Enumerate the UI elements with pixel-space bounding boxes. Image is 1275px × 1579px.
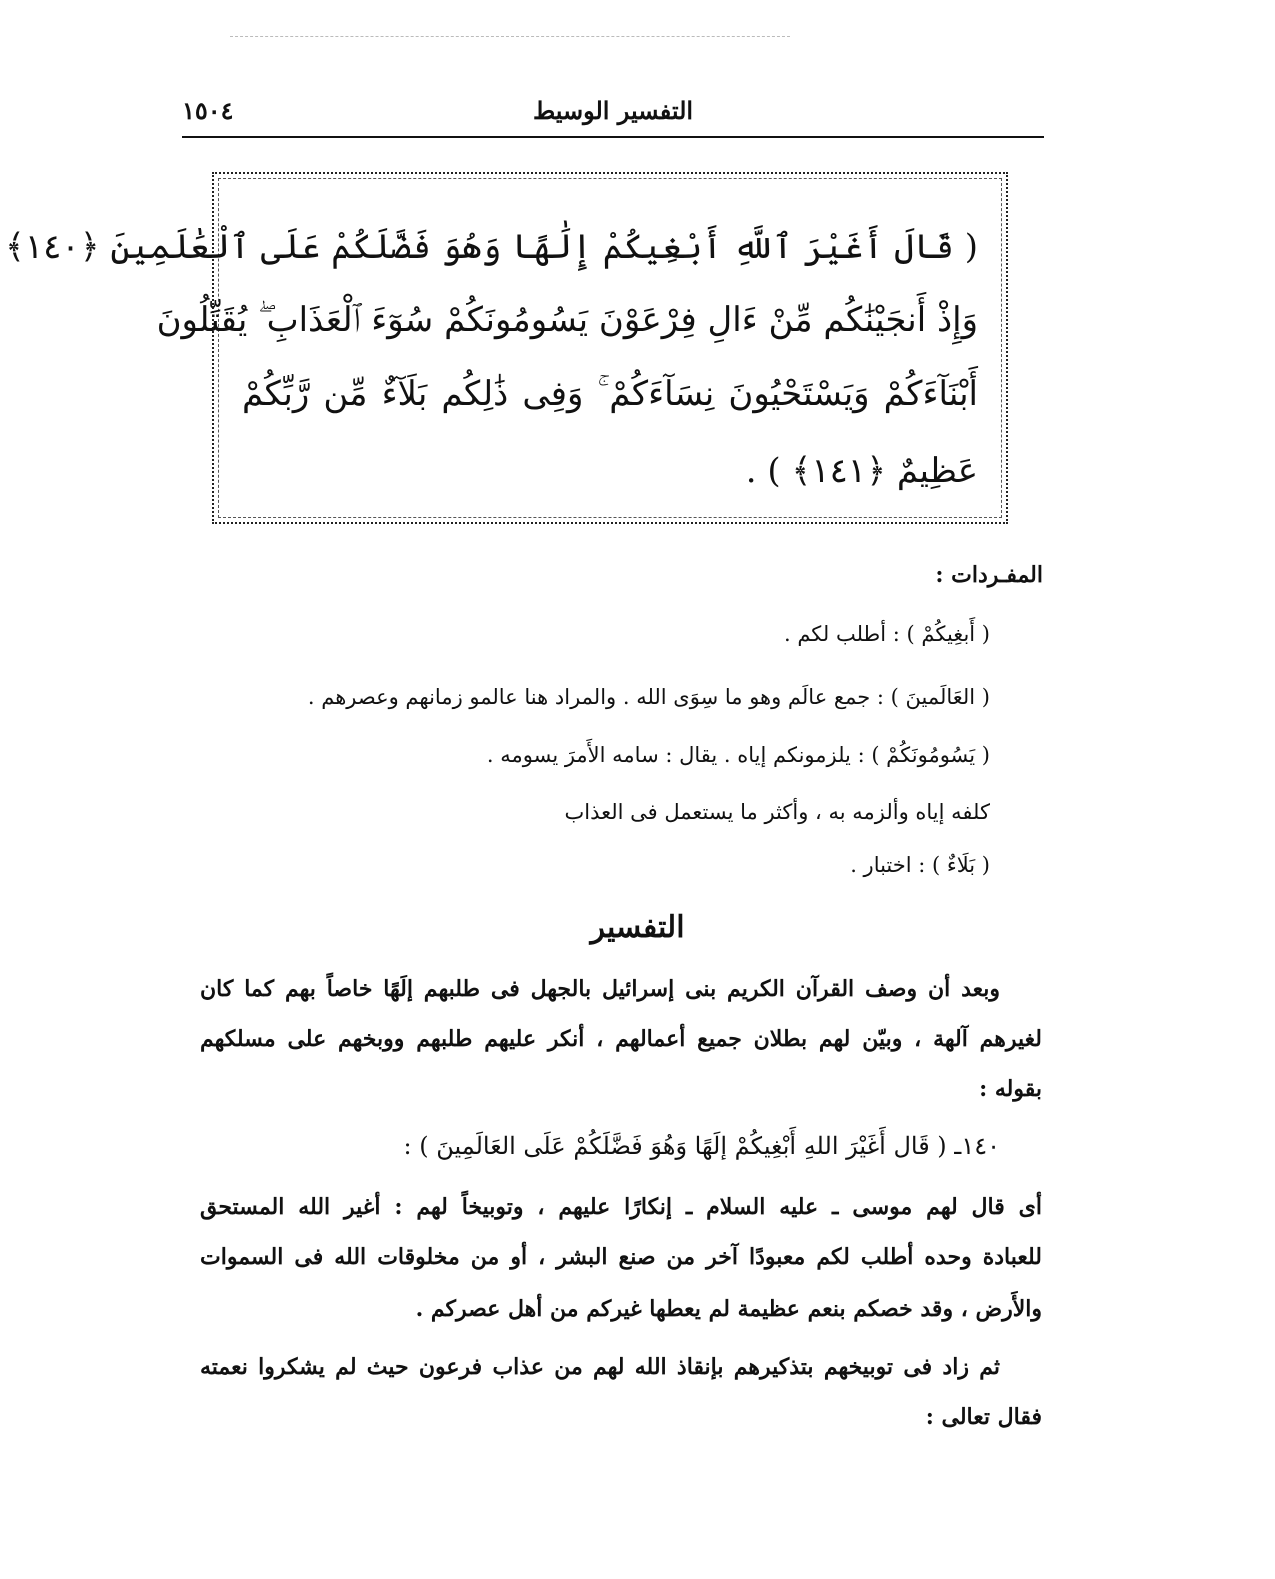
verse-line: أَبْنَآءَكُمْ وَيَسْتَحْيُونَ نِسَآءَكُمْ ۚ وَفِى ذَٰلِكُم بَلَآءٌ مِّن رَّبِّكُمْ [242,374,978,414]
verse-line: ( قَالَ أَغَيْرَ ٱللَّهِ أَبْغِيكُمْ إِلَٰهًا وَهُوَ فَضَّلَكُمْ عَلَى ٱلْعَٰلَمِينَ ﴿١٤٠﴾ [4,227,978,267]
page-number: ١٥٠٤ [182,96,234,125]
paragraph-line: للعبادة وحده أطلب لكم معبودًا آخر من صنع البشر ، أو من مخلوقات الله فى السموات [200,1244,1042,1270]
paragraph-line: فقال تعالى : [925,1404,1042,1430]
paragraph-line: وبعد أن وصف القرآن الكريم بنى إسرائيل بالجهل فى طلبهم إلَهًا خاصاً بهم كما كان [200,976,1000,1002]
vocabulary-entry: ( أَبغِيكُمْ ) : أطلب لكم . [783,622,990,646]
book-title: التفسير الوسيط [532,96,694,125]
verse-line: عَظِيمٌ ﴿١٤١﴾ ) . [745,451,978,491]
verse-reference: ١٤٠ـ ( قَال أَغَيْرَ اللهِ أَبْغِيكُمْ إلَهًا وَهُوَ فَضَّلَكُمْ عَلَى العَالَمِينَ ) : [403,1132,1000,1160]
vocabulary-entry: ( بَلَاءٌ ) : اختبار . [850,853,990,877]
tafsir-heading: التفسير [590,910,685,945]
quran-verse-box [4,172,1008,524]
paragraph-line: ثم زاد فى توبيخهم بتذكيرهم بإنقاذ الله لهم من عذاب فرعون حيث لم يشكروا نعمته [200,1354,1000,1380]
paragraph-line: والأَرض ، وقد خصكم بنعم عظيمة لم يعطها غيركم من أهل عصركم . [415,1296,1042,1322]
paragraph-line: بقوله : [979,1076,1042,1102]
vocabulary-entry: ( العَالَمينَ ) : جمع عالَم وهو ما سِوَى الله . والمراد هنا عالمو زمانهم وعصرهم . [307,685,990,709]
verse-line: وَإِذْ أَنجَيْنَٰكُم مِّنْ ءَالِ فِرْعَوْنَ يَسُومُونَكُمْ سُوٓءَ ٱلْعَذَابِ ۖ يُقَتِّلُونَ [156,300,978,340]
vocabulary-entry: كلفه إياه وألزمه به ، وأكثر ما يستعمل فى العذاب [564,800,990,824]
vocabulary-entry: ( يَسُومُونَكُمْ ) : يلزمونكم إياه . يقال : سامه الأَمرَ يسومه . [486,743,990,767]
top-scan-rule [230,36,790,37]
paragraph-line: أى قال لهم موسى ـ عليه السلام ـ إنكارًا عليهم ، وتوبيخاً لهم : أغير الله المستحق [200,1194,1042,1220]
paragraph-line: لغيرهم آلهة ، وبيّن لهم بطلان جميع أعمالهم ، أنكر عليهم طلبهم ووبخهم على مسلكهم [200,1026,1042,1052]
vocabulary-label: المفـردات : [935,562,1043,588]
page-header [182,96,1044,136]
header-divider [182,136,1044,138]
